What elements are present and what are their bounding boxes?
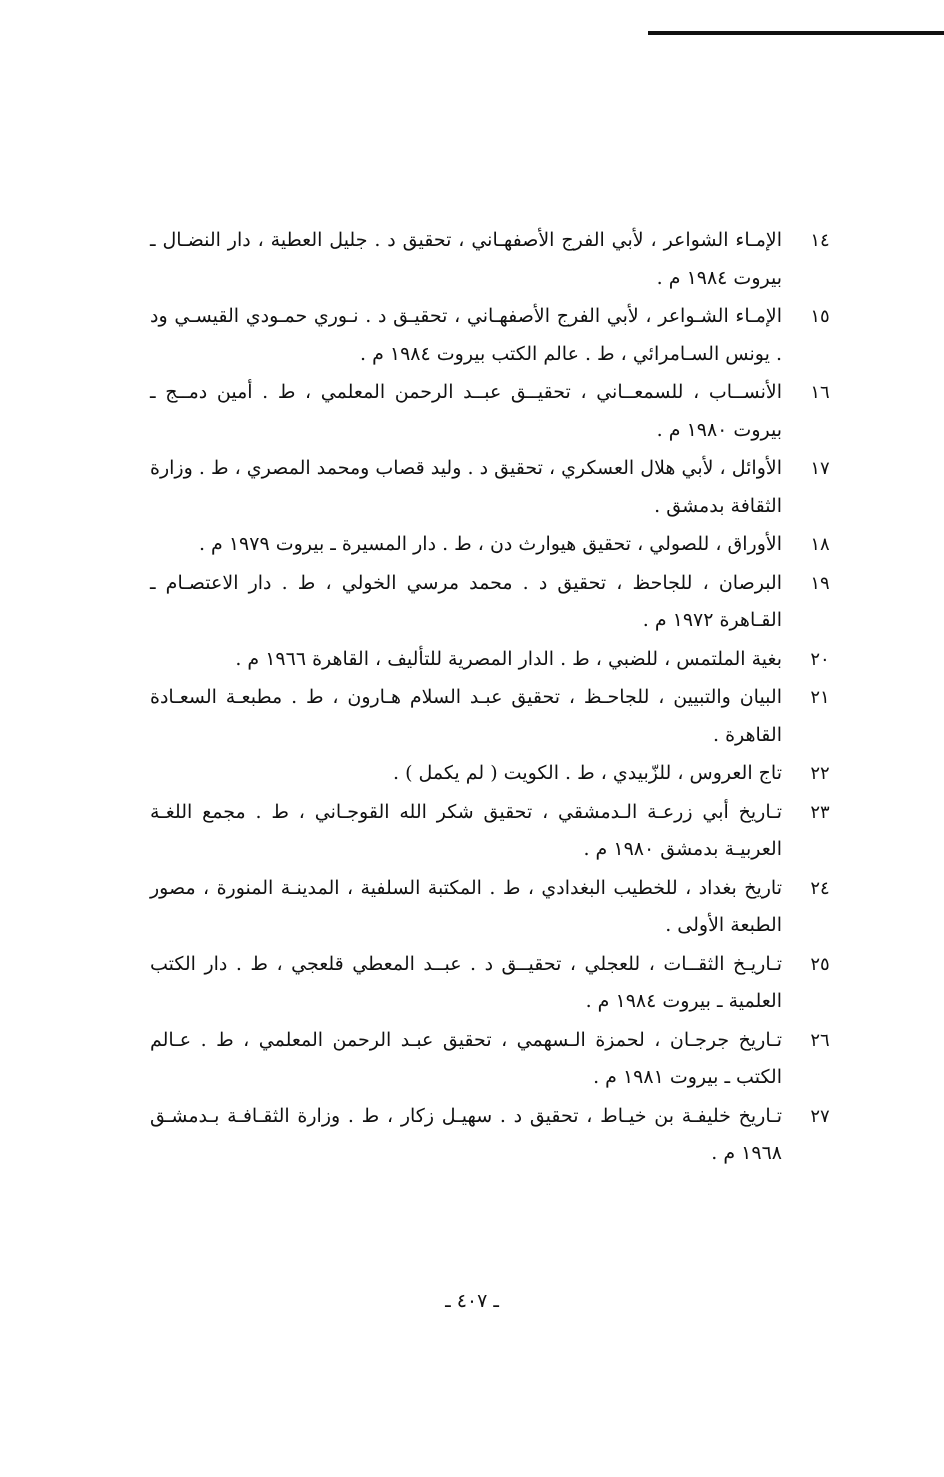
entry-text: بغية الملتمس ، للضبي ، ط . الدار المصرية للتأليف ، القاهرة ١٩٦٦ م . <box>235 647 782 670</box>
top-rule <box>648 31 944 35</box>
entry-number: ١٤ <box>810 230 830 251</box>
entry-text: الإمـاء الشواعر ، لأبي الفرج الأصفهـاني ، تحقيق د . جليل العطية ، دار النضـال ـ بيروت ١٩٨٤ م . <box>150 229 782 289</box>
entry-number: ٢٠ <box>810 648 830 670</box>
bibliography-entry <box>150 794 840 869</box>
entry-number: ٢٣ <box>810 801 830 823</box>
bibliography-entry <box>150 374 840 449</box>
entry-text: البيان والتبيين ، للجاحـظ ، تحقيق عبـد السلام هـارون ، ط . مطبعـة السعـادة القاهرة . <box>150 686 782 746</box>
entry-text: تـاريـخ الثقــات ، للعجلي ، تحقيــق د . عبــد المعطي قلعجي ، ط . دار الكتب العلمية ـ بيروت ١٩٨٤ م . <box>150 952 782 1012</box>
bibliography-entry <box>150 565 840 640</box>
entry-text: تاج العروس ، للزّبيدي ، ط . الكويت ( لم يكمل ) . <box>393 762 782 784</box>
entry-number: ١٩ <box>810 572 830 594</box>
entry-text: تاريخ بغداد ، للخطيب البغدادي ، ط . المكتبة السلفية ، المدينـة المنورة ، مصور الطبعة الأولى . <box>150 876 782 936</box>
entry-text: الأوراق ، للصولي ، تحقيق هيوارث دن ، ط . دار المسيرة ـ بيروت ١٩٧٩ م . <box>198 533 782 555</box>
entry-number: ١٧ <box>810 458 830 479</box>
bibliography-entry <box>150 298 840 373</box>
entry-number: ٢١ <box>810 687 830 708</box>
bibliography-entry <box>150 526 840 564</box>
entry-number: ١٨ <box>810 534 830 555</box>
bibliography-entry <box>150 641 840 679</box>
entry-text: الإمـاء الشـواعر ، لأبي الفرج الأصفهـاني ، تحقيـق د . نـوري حمـودي القيسـي ود . يونس السـامرائي ، ط . عالم الكتب بيروت ١٩٨٤ م . <box>150 305 782 365</box>
page-number: ـ ٤٠٧ ـ <box>445 1290 499 1312</box>
bibliography-entry <box>150 679 840 754</box>
bibliography-entry <box>150 1022 840 1097</box>
bibliography-entry <box>150 1098 840 1173</box>
entry-number: ١٦ <box>810 382 830 403</box>
entry-number: ٢٤ <box>810 877 830 899</box>
bibliography-entry <box>150 222 840 297</box>
entry-text: الأوائل ، لأبي هلال العسكري ، تحقيق د . وليد قصاب ومحمد المصري ، ط . وزارة الثقافة بدمشق . <box>150 457 782 517</box>
entry-number: ٢٧ <box>810 1105 830 1127</box>
bibliography-entry <box>150 755 840 793</box>
entry-text: البرصان ، للجاحظ ، تحقيق د . محمد مرسي الخولي ، ط . دار الاعتصـام ـ القـاهرة ١٩٧٢ م . <box>150 571 782 631</box>
bibliography-entry <box>150 450 840 525</box>
entry-text: تـاريخ أبي زرعـة الـدمشقي ، تحقيق شكر الله القوجـاني ، ط . مجمع اللغـة العربيـة بدمشق ١٩٨٠ م . <box>150 800 782 860</box>
bibliography-list <box>150 222 840 1174</box>
entry-text: تـاريخ خليفـة بن خيـاط ، تحقيق د . سهيـل زكار ، ط . وزارة الثقـافـة بـدمشـق ١٩٦٨ م . <box>150 1104 782 1164</box>
entry-number: ٢٦ <box>810 1029 830 1051</box>
entry-text: تـاريخ جرجـان ، لحمزة الـسهمي ، تحقيق عبـد الرحمن المعلمي ، ط . عـالم الكتب ـ بيروت ١٩٨١ م . <box>150 1028 782 1088</box>
entry-number: ١٥ <box>810 306 830 327</box>
entry-text: الأنســاب ، للسمعــاني ، تحقيــق عبــد الرحمن المعلمي ، ط . أمين دمــج ـ بيروت ١٩٨٠ م . <box>150 381 782 441</box>
entry-number: ٢٥ <box>810 953 830 975</box>
entry-number: ٢٢ <box>810 763 830 784</box>
bibliography-entry <box>150 870 840 945</box>
bibliography-entry <box>150 946 840 1021</box>
